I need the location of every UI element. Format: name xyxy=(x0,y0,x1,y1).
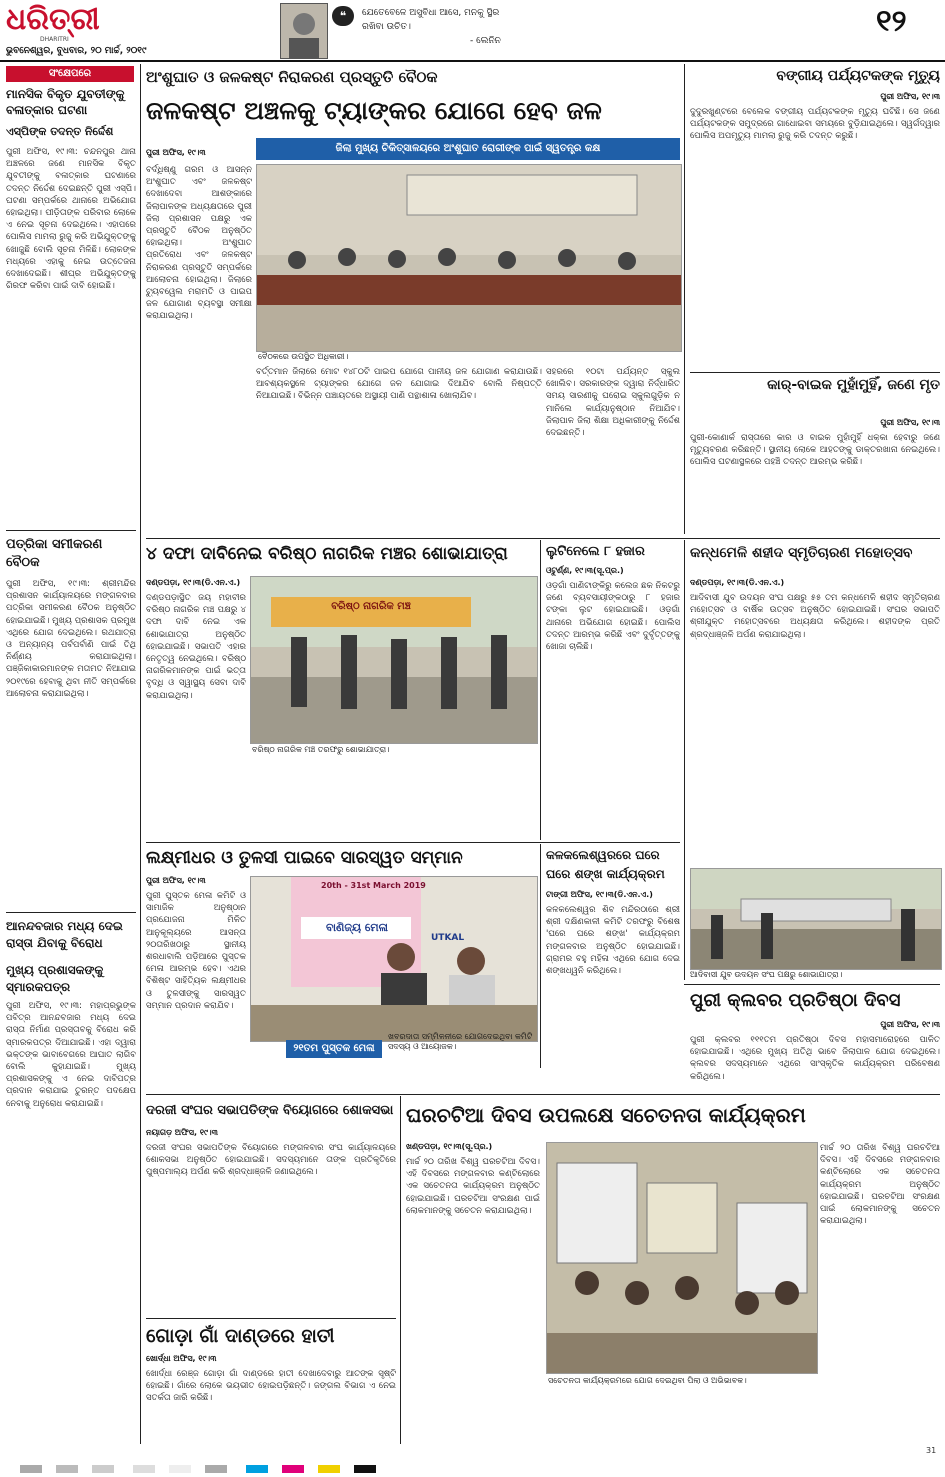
kandhamal-headline: କନ୍ଧମେଳି ଶହୀଦ ସ୍ମୃତିଚାରଣ ମହୋତ୍ସବ xyxy=(690,545,913,561)
brief1-title: ମାନସିକ ବିକୃତ ଯୁବତୀଙ୍କୁ ବଳାତ୍କାର ଘଟଣା xyxy=(6,87,125,117)
brief2-title: ପତ୍ରିକା ସମୀକରଣ ବୈଠକ xyxy=(6,537,103,570)
sparrow-body: ମାର୍ଚ୍ଚ ୨୦ ତାରିଖ ବିଶ୍ୱ ଘରଚଟିଆ ଦିବସ। ଏହି ଦିବସରେ ମଙ୍ଗଳବାର କଣ୍ଟିଲୋରେ ଏକ ସଚେତନତା କାର୍ଯ୍ୟକ୍ରମ ଅନୁଷ୍ଠିତ ହୋଇଯାଇଛି। ଘରଚଟିଆ ସଂରକ୍ଷଣ ପାଇଁ ଲୋକମାନଙ୍କୁ ସଚେତନ କରାଯାଇଥିଲା। xyxy=(406,1157,540,1216)
seniors-photo-banner: ବରିଷ୍ଠ ନାଗରିକ ମଞ୍ଚ xyxy=(331,601,411,612)
seniors-body: ଦଣ୍ଡପଡ଼ାସ୍ଥିତ ଜୟ ମହାବୀର ବରିଷ୍ଠ ନାଗରିକ ମଞ୍ଚ ପକ୍ଷରୁ ୪ ଦଫା ଦାବି ନେଇ ଏକ ଶୋଭାଯାତ୍ରା ଅନୁଷ୍ଠିତ ହୋଇଯାଇଛି। ସଭାପତି ଏହାର ନେତୃତ୍ୱ ନେଇଥିଲେ। ବରିଷ୍ଠ ନାଗରିକମାନଙ୍କ ପାଇଁ ଭତ୍ତା ବୃଦ୍ଧି ଓ ସ୍ୱାସ୍ଥ୍ୟ ସେବା ଦାବି କରାଯାଇଥିଲା। xyxy=(146,593,246,701)
logo-sub: DHARITRI xyxy=(40,36,69,43)
quote-line-2: ରଖିବା ଉଚିତ। xyxy=(362,22,411,32)
laxmidhar-byline: ପୁରୀ ଅଫିସ, ୧୯।୩ xyxy=(146,876,206,885)
seniors-photo xyxy=(250,576,538,744)
sparrow-body-cont: ମାର୍ଚ୍ଚ ୨୦ ତାରିଖ ବିଶ୍ୱ ଘରଚଟିଆ ଦିବସ। ଏହି ଦିବସରେ ମଙ୍ଗଳବାର କଣ୍ଟିଲୋରେ ଏକ ସଚେତନତା କାର୍ଯ୍ୟକ୍ରମ ଅନୁଷ୍ଠିତ ହୋଇଯାଇଛି। ଘରଚଟିଆ ସଂରକ୍ଷଣ ପାଇଁ ଲୋକମାନଙ୍କୁ ସଚେତନ କରାଯାଇଥିଲା। xyxy=(820,1143,940,1227)
kandhamal-photo-caption: ଆଦିବାସୀ ଯୁବ ଉଦୟନ ସଂଘ ପକ୍ଷରୁ ଶୋଭାଯାତ୍ରା। xyxy=(690,970,843,979)
darji-body: ଦରଜୀ ସଂଘର ସଭାପତିଙ୍କ ବିୟୋଗରେ ମଙ୍ଗଳବାର ସଂଘ କାର୍ଯ୍ୟାଳୟରେ ଶୋକସଭା ଅନୁଷ୍ଠିତ ହୋଇଯାଇଛି। ସଦସ୍ୟମାନେ ତାଙ୍କ ପ୍ରତିକୃତିରେ ପୁଷ୍ପମାଲ୍ୟ ଅର୍ପଣ କରି ଶ୍ରଦ୍ଧାଞ୍ଜଳି ଜଣାଇଥିଲେ। xyxy=(146,1143,396,1178)
quote-portrait xyxy=(280,3,328,59)
brief1-subtitle: ଏସ୍‌ପିଙ୍କ ତଦନ୍ତ ନିର୍ଦ୍ଦେଶ xyxy=(6,125,114,138)
bengal-byline: ପୁରୀ ଅଫିସ, ୧୯।୩ xyxy=(880,92,940,101)
brief2-body: ପୁରୀ ଅଫିସ, ୧୯।୩: ଶ୍ରୀମନ୍ଦିର ପ୍ରଶାସନ କାର୍ଯ୍ୟାଳୟରେ ମଙ୍ଗଳବାର ପତ୍ରିକା ସମୀକରଣ ବୈଠକ ଅନୁଷ୍ଠିତ ହୋଇଯାଇଛି। ମୁଖ୍ୟ ପ୍ରଶାସକ ପ୍ରମୁଖ ଏଥିରେ ଯୋଗ ଦେଇଥିଲେ। ରଥଯାତ୍ରା ଓ ଅନ୍ୟାନ୍ୟ ପର୍ବପର୍ବାଣି ପାଇଁ ତିଥି ନିର୍ଣ୍ଣୟ କରାଯାଇଥିଲା। ପଞ୍ଜିକାକାରମାନଙ୍କ ମତାମତ ନିଆଯାଇ ୨୦୧୯ରେ ହେବାକୁ ଥିବା ନୀତି ସମ୍ପର୍କରେ ଆଲୋଚନା କରାଯାଇଥିଲା। xyxy=(6,579,136,699)
brief3-body: ପୁରୀ ଅଫିସ, ୧୯।୩: ମହାପ୍ରଭୁଙ୍କ ପବିତ୍ର ଆନନ୍ଦବଜାର ମଧ୍ୟ ଦେଇ ରାସ୍ତା ନିର୍ମାଣ ପ୍ରସ୍ତାବକୁ ବିରୋଧ କରି ସ୍ମାରକପତ୍ର ଦିଆଯାଇଛି। ଏହା ଦ୍ୱାରା ଭକ୍ତଙ୍କ ଭାବାବେଗରେ ଆଘାତ ଲାଗିବ ବୋଲି କୁହାଯାଇଛି। ମୁଖ୍ୟ ପ୍ରଶାସକଙ୍କୁ ଏ ନେଇ ଦାବିପତ୍ର ପ୍ରଦାନ କରାଯାଇ ତୁରନ୍ତ ପଦକ୍ଷେପ ନେବାକୁ ଅନୁରୋଧ କରାଯାଇଛି। xyxy=(6,1001,136,1109)
main-headline: ଜଳକଷ୍ଟ ଅଞ୍ଚଳକୁ ଟ୍ୟାଙ୍କର ଯୋଗେ ହେବ ଜଳ xyxy=(146,96,602,125)
quote-line-1: ଯେତେବେଳେ ଅସୁବିଧା ଆସେ, ମନକୁ ସ୍ଥିର xyxy=(362,8,500,18)
kandhamal-byline: ଦଣ୍ଡପଡ଼ା, ୧୯।୩(ଡି.ଏନ.ଏ.) xyxy=(690,578,785,587)
puri-club-body: ପୁରୀ କ୍ଲବର ୧୧୧ତମ ପ୍ରତିଷ୍ଠା ଦିବସ ମହାସମାରୋହରେ ପାଳିତ ହୋଇଯାଇଛି। ଏଥିରେ ମୁଖ୍ୟ ଅତିଥି ଭାବେ ଜିଲାପାଳ ଯୋଗ ଦେଇଥିଲେ। କ୍ଲବର ସଦସ୍ୟମାନେ ଏଥିରେ ସାଂସ୍କୃତିକ କାର୍ଯ୍ୟକ୍ରମ ପରିବେଷଣ କରିଥିଲେ। xyxy=(690,1035,940,1082)
page-number: ୧୨ xyxy=(876,4,907,39)
bengal-body: ଦୁଦୁରଖୁଣ୍ଟରେ ବେଲେକ ବଙ୍ଗୀୟ ପର୍ଯ୍ୟଟକଙ୍କ ମୃତ୍ୟୁ ଘଟିଛି। ସେ ଜଣେ ପର୍ଯ୍ୟଟକଙ୍କ ସମୁଦ୍ରରେ ଗାଧୋଇବା ସମୟରେ ବୁଡ଼ିଯାଇଥିଲେ। ସ୍ୱର୍ଗଦ୍ୱାର ପୋଲିସ ଅପମୃତ୍ୟୁ ମାମଲା ରୁଜୁ କରି ତଦନ୍ତ କରୁଛି। xyxy=(690,107,940,142)
sparrow-headline: ଘରଚଟିଆ ଦିବସ ଉପଲକ୍ଷେ ସଚେତନତା କାର୍ଯ୍ୟକ୍ରମ xyxy=(406,1103,806,1127)
kandhamal-body: ଆଦିବାସୀ ଯୁବ ଉଦୟନ ସଂଘ ପକ୍ଷରୁ ୫୫ ତମ କନ୍ଧମେଳି ଶହୀଦ ସ୍ମୃତିଚାରଣ ମହୋତ୍ସବ ଓ ବାର୍ଷିକ ଉତ୍ସବ ଅନୁଷ୍ଠିତ ହୋଇଯାଇଛି। ସଂଘର ସଭାପତି ଶ୍ରୀଯୁକ୍ତ ମହୋତ୍ସବରେ ଅଧ୍ୟକ୍ଷତା କରିଥିଲେ। ଶହୀଦଙ୍କ ପ୍ରତି ଶ୍ରଦ୍ଧାଞ୍ଜଳି ଅର୍ପଣ କରାଯାଇଥିଲା। xyxy=(690,593,940,640)
kandhamal-photo xyxy=(690,868,942,970)
main-body-left: ବର୍ଦ୍ଧିଷ୍ଣୁ ଗରମ ଓ ଆସନ୍ନ ଅଂଶୁଘାତ ଏବଂ ଜଳକଷ୍ଟ ଦେଖାଦେବା ଆଶଙ୍କାରେ ଜିଲାପାଳଙ୍କ ଅଧ୍ୟକ୍ଷତାରେ ପୁରୀ ଜିଲା ପ୍ରଶାସନ ପକ୍ଷରୁ ଏକ ପ୍ରସ୍ତୁତି ବୈଠକ ଅନୁଷ୍ଠିତ ହୋଇଥିଲା। ଅଂଶୁଘାତ ପ୍ରତିରୋଧ ଏବଂ ଜଳକଷ୍ଟ ନିରାକରଣ ପ୍ରସ୍ତୁତି ସମ୍ପର୍କରେ ଆଲୋଚନା ହୋଇଥିଲା। ଜିଲାରେ ଟ୍ୟୁବୱେଲ ମରାମତି ଓ ପାଇପ ଜଳ ଯୋଗାଣ ବ୍ୟବସ୍ଥା ସମୀକ୍ଷା କରାଯାଇଥିଲା। xyxy=(146,165,252,322)
elephant-byline: ଖୋର୍ଦ୍ଧା ଅଫିସ, ୧୯।୩ xyxy=(146,1354,217,1363)
puri-club-byline: ପୁରୀ ଅଫିସ, ୧୯।୩ xyxy=(880,1020,940,1029)
elephant-body: ଖୋର୍ଦ୍ଧା ରେଞ୍ଜ ଗୋଡ଼ା ଗାଁ ଦାଣ୍ଡରେ ହାତୀ ଦେଖାଦେବାରୁ ଆତଙ୍କ ସୃଷ୍ଟି ହୋଇଛି। ଗାଁରେ ଲୋକେ ଭୟଭୀତ ହୋଇପଡ଼ିଛନ୍ତି। ଜଙ୍ଗଲ ବିଭାଗ ଏ ନେଇ ସତର୍କତା ଜାରି କରିଛି। xyxy=(146,1369,396,1404)
laxmidhar-photo-caption: ଖବରଦାତା ସମ୍ମିଳନୀରେ ଯୋଗଦେଇଥିବା କମିଟି ସଦସ୍ୟ ଓ ଆୟୋଜକ। xyxy=(388,1032,533,1051)
lucknow-headline: ଲୁଟିନେଲେ ୮ ହଜାର xyxy=(546,544,645,559)
sparrow-photo xyxy=(546,1142,818,1374)
masthead xyxy=(0,0,945,58)
dateline: ଭୁବନେଶ୍ୱର, ବୁଧବାର, ୨୦ ମାର୍ଚ୍ଚ, ୨୦୧୯ xyxy=(6,46,147,56)
main-byline: ପୁରୀ ଅଫିସ, ୧୯।୩ xyxy=(146,148,206,157)
seniors-byline: ଦଣ୍ଡପଡ଼ା, ୧୯।୩(ଡି.ଏନ.ଏ.) xyxy=(146,578,241,587)
lucknow-body: ଓଡ଼ଗାଁ ପାଣିଟାଙ୍କିରୁ କଲେଜ ଛକ ନିକଟରୁ ଜଣେ ବ୍ୟବସାୟୀଙ୍କଠାରୁ ୮ ହଜାର ଟଙ୍କା ଲୁଟ ହୋଇଯାଇଛି। ଓଡ଼ଗାଁ ଥାନାରେ ଅଭିଯୋଗ ହୋଇଛି। ପୋଲିସ ତଦନ୍ତ ଆରମ୍ଭ କରିଛି ଏବଂ ଦୁର୍ବୃତ୍ତଙ୍କୁ ଖୋଜା ଚାଲିଛି। xyxy=(546,581,680,653)
laxmidhar-headline: ଲକ୍ଷ୍ମୀଧର ଓ ତୁଳସୀ ପାଇବେ ସାରସ୍ୱତ ସମ୍ମାନ xyxy=(146,848,463,868)
car-bike-body: ପୁରୀ-କୋଣାର୍କ ରାସ୍ତାରେ କାର ଓ ବାଇକ ମୁହାଁମୁହିଁ ଧକ୍କା ହେବାରୁ ଜଣେ ମୃତ୍ୟୁବରଣ କରିଛନ୍ତି। ସ୍ଥାନୀୟ ଲୋକେ ଆହତଙ୍କୁ ଡାକ୍ତରଖାନା ନେଇଥିଲେ। ପୋଲିସ ଘଟଣାସ୍ଥଳରେ ପହଞ୍ଚି ତଦନ୍ତ ଆରମ୍ଭ କରିଛି। xyxy=(690,433,940,468)
main-body-right: ସହରରେ ୧୦ଟା ପର୍ଯ୍ୟନ୍ତ ସ୍କୁଲ ଖୋଲିବ। ସରକାରଙ୍କ ଦ୍ୱାରା ନିର୍ଦ୍ଧାରିତ ସମୟ ସାରଣୀକୁ ଘରୋଇ ସ୍କୁଲଗୁଡ଼ିକ ନ ମାନିଲେ କାର୍ଯ୍ୟାନୁଷ୍ଠାନ ନିଆଯିବ। ଜିଲାପାଳ ଜିଲା ଶିକ୍ଷା ଅଧିକାରୀଙ୍କୁ ନିର୍ଦ୍ଦେଶ ଦେଇଛନ୍ତି। xyxy=(546,367,680,439)
quote-icon: ❝ xyxy=(332,6,354,26)
laxmidhar-photo xyxy=(250,876,538,1042)
book-fair-banner: ୨୧ତମ ପୁସ୍ତକ ମେଳା xyxy=(286,1040,382,1058)
seniors-photo-caption: ବରିଷ୍ଠ ନାଗରିକ ମଞ୍ଚ ତରଫରୁ ଶୋଭାଯାତ୍ରା। xyxy=(252,745,390,754)
main-photo-caption: ବୈଠକରେ ଉପସ୍ଥିତ ଅଧିକାରୀ। xyxy=(258,352,349,361)
main-photo xyxy=(256,164,682,352)
poster-label: UTKAL xyxy=(431,933,465,943)
sparrow-photo-caption: ସଚେତନତା କାର୍ଯ୍ୟକ୍ରମରେ ଯୋଗ ଦେଇଥିବା ପିଲା ଓ ଅଭିଭାବକ। xyxy=(548,1376,747,1385)
darji-byline: ନୟାଗଡ଼ ଅଫିସ, ୧୯।୩ xyxy=(146,1128,218,1137)
kalkeleshwar-body: କଳକଲେଶ୍ୱର ଶିବ ମନ୍ଦିରଠାରେ ଶ୍ରୀ ଶ୍ରୀ ଦକ୍ଷିଣକାଳୀ କମିଟି ତରଫରୁ ବିଶେଷ 'ଘରେ ଘରେ ଶଙ୍ଖ' କାର୍ଯ୍ୟକ୍ରମ ମଙ୍ଗଳବାର ଅନୁଷ୍ଠିତ ହୋଇଯାଇଛି। ଗ୍ରାମର ବହୁ ମହିଳା ଏଥିରେ ଯୋଗ ଦେଇ ଶଙ୍ଖଧ୍ୱନି କରିଥିଲେ। xyxy=(546,905,680,977)
footer-page-number: 31 xyxy=(926,1446,937,1455)
seniors-headline: ୪ ଦଫା ଦାବିନେଇ ବରିଷ୍ଠ ନାଗରିକ ମଞ୍ଚର ଶୋଭାଯାତ୍ରା xyxy=(146,544,508,564)
quote-author: - ଲେନିନ xyxy=(470,36,501,46)
kalkeleshwar-byline: ଟାଙ୍ଗୀ ଅଫିସ, ୧୯।୩(ଡି.ଏନ.ଏ.) xyxy=(546,890,653,899)
main-kicker: ଅଂଶୁଘାତ ଓ ଜଳକଷ୍ଟ ନିରାକରଣ ପ୍ରସ୍ତୁତି ବୈଠକ xyxy=(146,68,438,86)
poster-dates: 20th - 31st March 2019 xyxy=(321,881,426,890)
sparrow-byline: ଖଣ୍ଡପଡ଼ା, ୧୯।୩(ସୂ.ପ୍ର.) xyxy=(406,1142,493,1151)
kalkeleshwar-headline: କଳକଲେଶ୍ୱରରେ ଘରେ ଘରେ ଶଙ୍ଖ କାର୍ଯ୍ୟକ୍ରମ xyxy=(546,848,665,881)
car-bike-byline: ପୁରୀ ଅଫିସ, ୧୯।୩ xyxy=(880,418,940,427)
logo: ଧରିତ୍ରୀ xyxy=(6,2,100,37)
brief3-title: ଆନନ୍ଦବଜାର ମଧ୍ୟ ଦେଇ ରାସ୍ତା ଯିବାକୁ ବିରୋଧ xyxy=(6,919,123,950)
puri-club-headline: ପୁରୀ କ୍ଲବର ପ୍ରତିଷ୍ଠା ଦିବସ xyxy=(690,990,901,1011)
color-registration-strip xyxy=(20,1458,920,1468)
main-sub-banner: ଜିଲା ମୁଖ୍ୟ ଚିକିତ୍ସାଳୟରେ ଅଂଶୁଘାତ ରୋଗୀଙ୍କ ପାଇଁ ସ୍ୱତନ୍ତ୍ର କକ୍ଷ xyxy=(256,138,680,160)
darji-headline: ଦରଜୀ ସଂଘର ସଭାପତିଙ୍କ ବିୟୋଗରେ ଶୋକସଭା xyxy=(146,1103,394,1118)
brief1-body: ପୁରୀ ଅଫିସ, ୧୯।୩: ଚନ୍ଦନପୁର ଥାନା ଅଞ୍ଚଳରେ ଜଣେ ମାନସିକ ବିକୃତ ଯୁବତୀଙ୍କୁ ବଳାତ୍କାର ଘଟଣାରେ ତଦନ୍ତ ନିର୍ଦ୍ଦେଶ ଦେଇଛନ୍ତି ପୁରୀ ଏସ୍‌ପି। ଘଟଣା ସମ୍ପର୍କରେ ଥାନାରେ ଅଭିଯୋଗ ହୋଇଥିଲା। ପୀଡ଼ିତାଙ୍କ ପରିବାର ଲୋକେ ଏ ନେଇ ସୂଚନା ଦେଇଥିଲେ। ଏହାପରେ ପୋଲିସ ମାମଲା ରୁଜୁ କରି ଅଭିଯୁକ୍ତଙ୍କୁ ଖୋଜୁଛି ବୋଲି ସୂଚନା ମିଳିଛି। ଲୋକଙ୍କ ମଧ୍ୟରେ ଏହାକୁ ନେଇ ଉତ୍ତେଜନା ଦେଖାଦେଇଛି। ଶୀଘ୍ର ଅଭିଯୁକ୍ତଙ୍କୁ ଗିରଫ କରିବା ପାଇଁ ଦାବି ହୋଇଛି। xyxy=(6,147,136,292)
bengal-headline: ବଙ୍ଗୀୟ ପର୍ଯ୍ୟଟକଙ୍କ ମୃତ୍ୟୁ xyxy=(776,68,940,84)
lucknow-byline: ଓଟୁର୍ଣ୍ଣ, ୧୯।୩(ସୂ.ପ୍ର.) xyxy=(546,566,624,575)
elephant-headline: ଗୋଡ଼ା ଗାଁ ଦାଣ୍ଡରେ ହାତୀ xyxy=(146,1325,335,1347)
brief3-subtitle: ମୁଖ୍ୟ ପ୍ରଶାସକଙ୍କୁ ସ୍ମାରକପତ୍ର xyxy=(6,963,104,994)
poster-title: ବାଣିଜ୍ୟ ମେଳା xyxy=(326,921,388,934)
laxmidhar-body: ପୁରୀ ପୁସ୍ତକ ମେଳା କମିଟି ଓ ସାମାଜିକ ଅନୁଷ୍ଠାନ ପ୍ରଯୋଜନା ମିଳିତ ଆନୁକୂଲ୍ୟରେ ଆସନ୍ତା ୨୦ତାରିଖଠାରୁ ସ୍ଥାନୀୟ ଶରଧାବାଲି ପଡ଼ିଆରେ ପୁସ୍ତକ ମେଳା ଆରମ୍ଭ ହେବ। ଏଥର ବିଶିଷ୍ଟ ସାହିତ୍ୟିକ ଲକ୍ଷ୍ମୀଧର ଓ ତୁଳସୀଙ୍କୁ ସାରସ୍ୱତ ସମ୍ମାନ ପ୍ରଦାନ କରାଯିବ। xyxy=(146,891,246,1011)
briefs-label: ସଂକ୍ଷେପରେ xyxy=(6,66,134,82)
car-bike-headline: କାର୍-ବାଇକ ମୁହାଁମୁହିଁ, ଜଣେ ମୃତ xyxy=(767,377,940,393)
main-body-mid: ବର୍ତ୍ତମାନ ଜିଲାରେ ମୋଟ ୧୪୮୦ଟି ପାଇପ ଯୋଗେ ପାନୀୟ ଜଳ ଯୋଗାଣ କରାଯାଉଛି। ଆବଶ୍ୟକସ୍ଥଳେ ଟ୍ୟାଙ୍କର ଯୋଗେ ଜଳ ଯୋଗାଇ ଦିଆଯିବ ବୋଲି ନିଷ୍ପତ୍ତି ନିଆଯାଇଛି। ବିଭିନ୍ନ ପଞ୍ଚାୟତରେ ଅସ୍ଥାୟୀ ପାଣି ପନ୍ଥାଶାଳା ଖୋଲାଯିବ। xyxy=(256,367,542,402)
